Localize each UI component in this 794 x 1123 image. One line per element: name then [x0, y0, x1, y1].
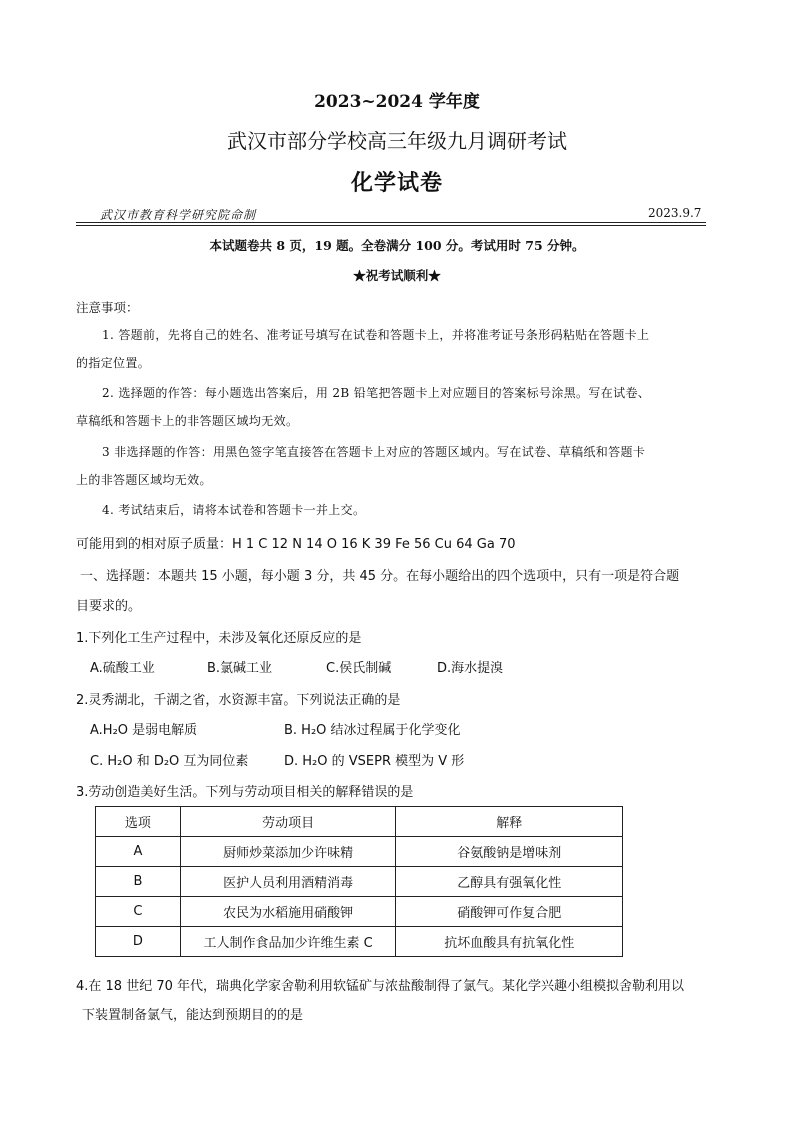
section-heading: 一、选择题：本题共 15 小题，每小题 3 分，共 45 分。在每小题给出的四个选项中，只有一项是符合题	[80, 569, 680, 584]
note-line: 2. 选择题的作答：每小题选出答案后，用 2B 铅笔把答题卡上对应题目的答案标号涂黑。写在试卷、	[102, 386, 651, 400]
table-cell: A	[96, 837, 181, 867]
table-row	[96, 927, 623, 957]
q1-option-d: D.海水提溴	[437, 661, 504, 676]
note-line: 草稿纸和答题卡上的非答题区域均无效。	[76, 414, 299, 428]
table-cell: 医护人员利用酒精消毒	[180, 867, 396, 897]
paper-info: 本试题卷共 8 页，19 题。全卷满分 100 分。考试用时 75 分钟。	[209, 238, 585, 253]
table-cell: C	[96, 897, 181, 927]
question-2-stem: 2.灵秀湖北，千湖之省，水资源丰富。下列说法正确的是	[76, 693, 401, 708]
q2-option-c: C. H₂O 和 D₂O 互为同位素	[90, 754, 249, 769]
question-4-stem-cont: 下装置制备氯气，能达到预期目的的是	[82, 1008, 304, 1023]
q3-table	[95, 806, 623, 957]
section-heading-cont: 目要求的。	[76, 599, 142, 614]
table-cell: 工人制作食品加少许维生素 C	[180, 927, 396, 957]
table-cell: 抗坏血酸具有抗氧化性	[396, 927, 623, 957]
header-rule-bottom	[76, 225, 706, 226]
table-cell: D	[96, 927, 181, 957]
table-header-row	[96, 807, 623, 837]
question-3-stem: 3.劳动创造美好生活。下列与劳动项目相关的解释错误的是	[76, 785, 414, 800]
q2-option-b: B. H₂O 结冰过程属于化学变化	[284, 723, 461, 738]
table-cell: 谷氨酸钠是增味剂	[396, 837, 623, 867]
table-cell: 厨师炒菜添加少许味精	[180, 837, 396, 867]
table-cell: B	[96, 867, 181, 897]
note-line: 1. 答题前，先将自己的姓名、准考证号填写在试卷和答题卡上，并将准考证号条形码粘贴在答题卡上	[102, 328, 650, 342]
note-line: 3 非选择题的作答：用黑色签字笔直接答在答题卡上对应的答题区域内。写在试卷、草稿纸和答题卡	[102, 445, 646, 459]
table-row	[96, 837, 623, 867]
question-1-stem: 1.下列化工生产过程中，未涉及氧化还原反应的是	[76, 631, 362, 646]
subject-title: 化学试卷	[350, 170, 443, 196]
table-row	[96, 897, 623, 927]
issuing-organization: 武汉市教育科学研究院命制	[100, 208, 257, 222]
note-line: 上的非答题区域均无效。	[76, 473, 212, 487]
exam-date: 2023.9.7	[648, 206, 702, 220]
good-luck-line: ★祝考试顺利★	[353, 268, 441, 283]
table-row	[96, 867, 623, 897]
q1-option-a: A.硫酸工业	[90, 661, 155, 676]
table-cell: 硝酸钾可作复合肥	[396, 897, 623, 927]
q2-option-d: D. H₂O 的 VSEPR 模型为 V 形	[284, 754, 465, 769]
note-line: 的指定位置。	[76, 356, 151, 370]
note-line: 4. 考试结束后，请将本试卷和答题卡一并上交。	[102, 503, 366, 517]
notes-title: 注意事项：	[76, 300, 139, 315]
table-cell: 农民为水稻施用硝酸钾	[180, 897, 396, 927]
q1-option-b: B.氯碱工业	[207, 661, 273, 676]
exam-title: 武汉市部分学校高三年级九月调研考试	[227, 129, 567, 153]
school-year: 2023~2024 学年度	[314, 92, 480, 112]
table-header-cell: 劳动项目	[180, 807, 396, 837]
table-cell: 乙醇具有强氧化性	[396, 867, 623, 897]
atomic-masses: 可能用到的相对原子质量：H 1 C 12 N 14 O 16 K 39 Fe 56 Cu 64 Ga 70	[76, 537, 516, 552]
q1-option-c: C.侯氏制碱	[326, 661, 392, 676]
table-header-cell: 选项	[96, 807, 181, 837]
table-header-cell: 解释	[396, 807, 623, 837]
question-4-stem: 4.在 18 世纪 70 年代，瑞典化学家舍勒利用软锰矿与浓盐酸制得了氯气。某化学兴趣小组模拟舍勒利用以	[76, 979, 685, 994]
header-rule-top	[76, 222, 706, 223]
q2-option-a: A.H₂O 是弱电解质	[90, 723, 198, 738]
